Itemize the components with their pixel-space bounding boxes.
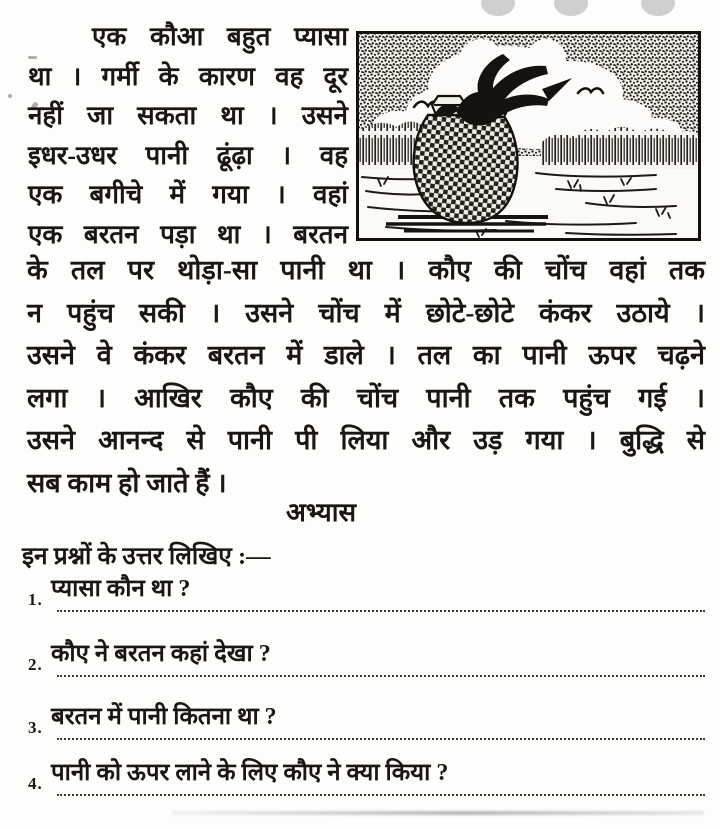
question-number: 3. xyxy=(28,718,43,737)
answer-dotted-line xyxy=(57,794,705,796)
story-line: एक बगीचे में गया । वहां xyxy=(28,180,348,210)
answer-dotted-line xyxy=(57,675,705,677)
answer-dotted-line xyxy=(57,610,705,612)
story-line: लगा । आखिर कौए की चोंच पानी तक पहुंच गई । xyxy=(27,382,705,413)
story-line: उसने आनन्द से पानी पी लिया और उड़ गया । बुद्धि से xyxy=(27,425,705,456)
story-paragraph-full xyxy=(27,249,705,505)
story-line: एक बरतन पड़ा था । बरतन xyxy=(28,219,348,249)
scan-smudge xyxy=(172,811,704,815)
question-text: पानी को ऊपर लाने के लिए कौए ने क्या किया ? xyxy=(51,760,449,786)
question-3 xyxy=(28,701,706,740)
story-line: नहीं जा सकता था । उसने xyxy=(28,101,348,131)
question-number: 4. xyxy=(28,774,43,793)
question-number: 1. xyxy=(28,590,43,609)
story-line: न पहुंच सकी । उसने चोंच में छोटे-छोटे कंकर उठाये । xyxy=(27,297,705,328)
story-paragraph-column xyxy=(28,17,348,255)
question-1 xyxy=(28,573,706,612)
scan-artifact-circle xyxy=(481,0,515,16)
story-line: एक कौआ बहुत प्यासा xyxy=(92,22,348,51)
crow-and-pot-drawing xyxy=(356,31,701,241)
question-text: कौए ने बरतन कहां देखा ? xyxy=(51,641,271,667)
question-number: 2. xyxy=(28,655,43,674)
scan-artifact-circle xyxy=(554,0,588,16)
story-line: के तल पर थोड़ा-सा पानी था । कौए की चोंच वहां तक xyxy=(27,255,705,285)
story-line: इधर-उधर पानी ढूंढ़ा । वह xyxy=(28,140,348,170)
scan-artifact-circle xyxy=(641,0,675,16)
question-2 xyxy=(28,638,706,677)
story-line: उसने वे कंकर बरतन में डाले । तल का पानी ऊपर चढ़ने xyxy=(27,340,705,371)
story-line: सब काम हो जाते हैं । xyxy=(27,467,227,498)
scan-speck xyxy=(8,94,12,98)
story-line: था । गर्मी के कारण वह दूर xyxy=(28,61,348,91)
answer-dotted-line xyxy=(57,738,705,740)
exercise-heading: अभ्यास xyxy=(285,498,357,527)
exercise-instruction: इन प्रश्नों के उत्तर लिखिए :— xyxy=(22,543,271,570)
question-4 xyxy=(28,757,706,796)
question-text: प्यासा कौन था ? xyxy=(51,576,191,602)
crow-and-pot-illustration xyxy=(356,31,701,241)
question-text: बरतन में पानी कितना था ? xyxy=(51,704,277,730)
